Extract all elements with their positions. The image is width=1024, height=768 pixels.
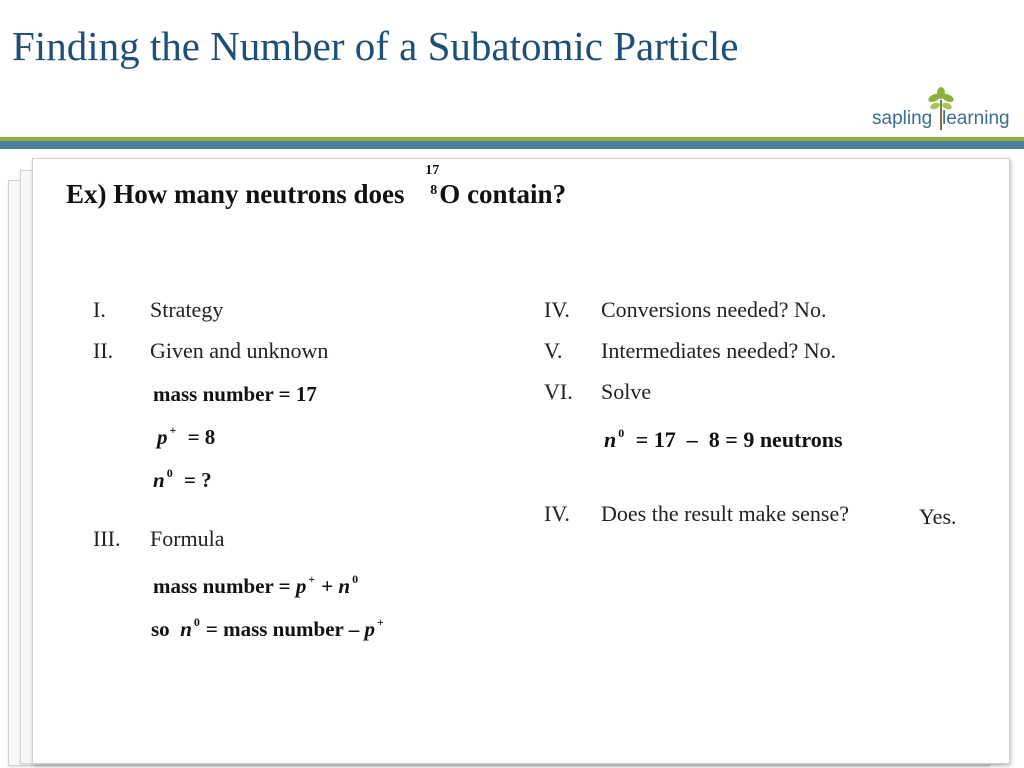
- header-rule-blue: [0, 141, 1024, 149]
- step-number: I.: [93, 297, 106, 322]
- formula-line-2: so n $^0$ = mass number – p +: [151, 615, 384, 641]
- logo-text-sapling: sapling: [872, 108, 933, 129]
- given-mass-number: mass number = 17: [153, 382, 317, 406]
- step-label: Conversions needed? No.: [601, 297, 827, 322]
- question: [66, 163, 567, 210]
- element-symbol: O: [439, 179, 461, 209]
- step-number: V.: [544, 338, 563, 363]
- question-prefix: Ex) How many neutrons does: [66, 179, 405, 209]
- step-number: II.: [93, 338, 114, 363]
- logo-text-learning: learning: [942, 108, 1010, 129]
- solve-equation: n $^0$ = 17 – 8 = 9 neutrons: [604, 426, 843, 452]
- step-number: VI.: [544, 379, 573, 404]
- step-number: IV.: [544, 501, 570, 526]
- step-label: Solve: [601, 379, 652, 404]
- given-protons: p + = 8: [157, 423, 216, 449]
- mass-number: 17: [425, 163, 440, 178]
- step-label: Strategy: [150, 297, 224, 322]
- atomic-number: 8: [430, 183, 438, 198]
- formula-line-1: mass number = p + + n $^0$: [153, 572, 359, 598]
- question-suffix: contain?: [467, 179, 567, 209]
- unknown-neutrons: n $^0$ = ?: [153, 466, 212, 492]
- step-label: Intermediates needed? No.: [601, 338, 837, 363]
- step-number: IV.: [544, 297, 570, 322]
- step-label: Formula: [150, 526, 225, 551]
- step-answer: Yes.: [919, 504, 957, 529]
- nuclide-notation: [411, 163, 440, 203]
- slide-card: [32, 158, 1010, 764]
- slide-title: Finding the Number of a Subatomic Particle: [12, 23, 739, 69]
- step-label: Does the result make sense?: [601, 501, 850, 526]
- step-number: III.: [93, 526, 121, 551]
- step-label: Given and unknown: [150, 338, 329, 363]
